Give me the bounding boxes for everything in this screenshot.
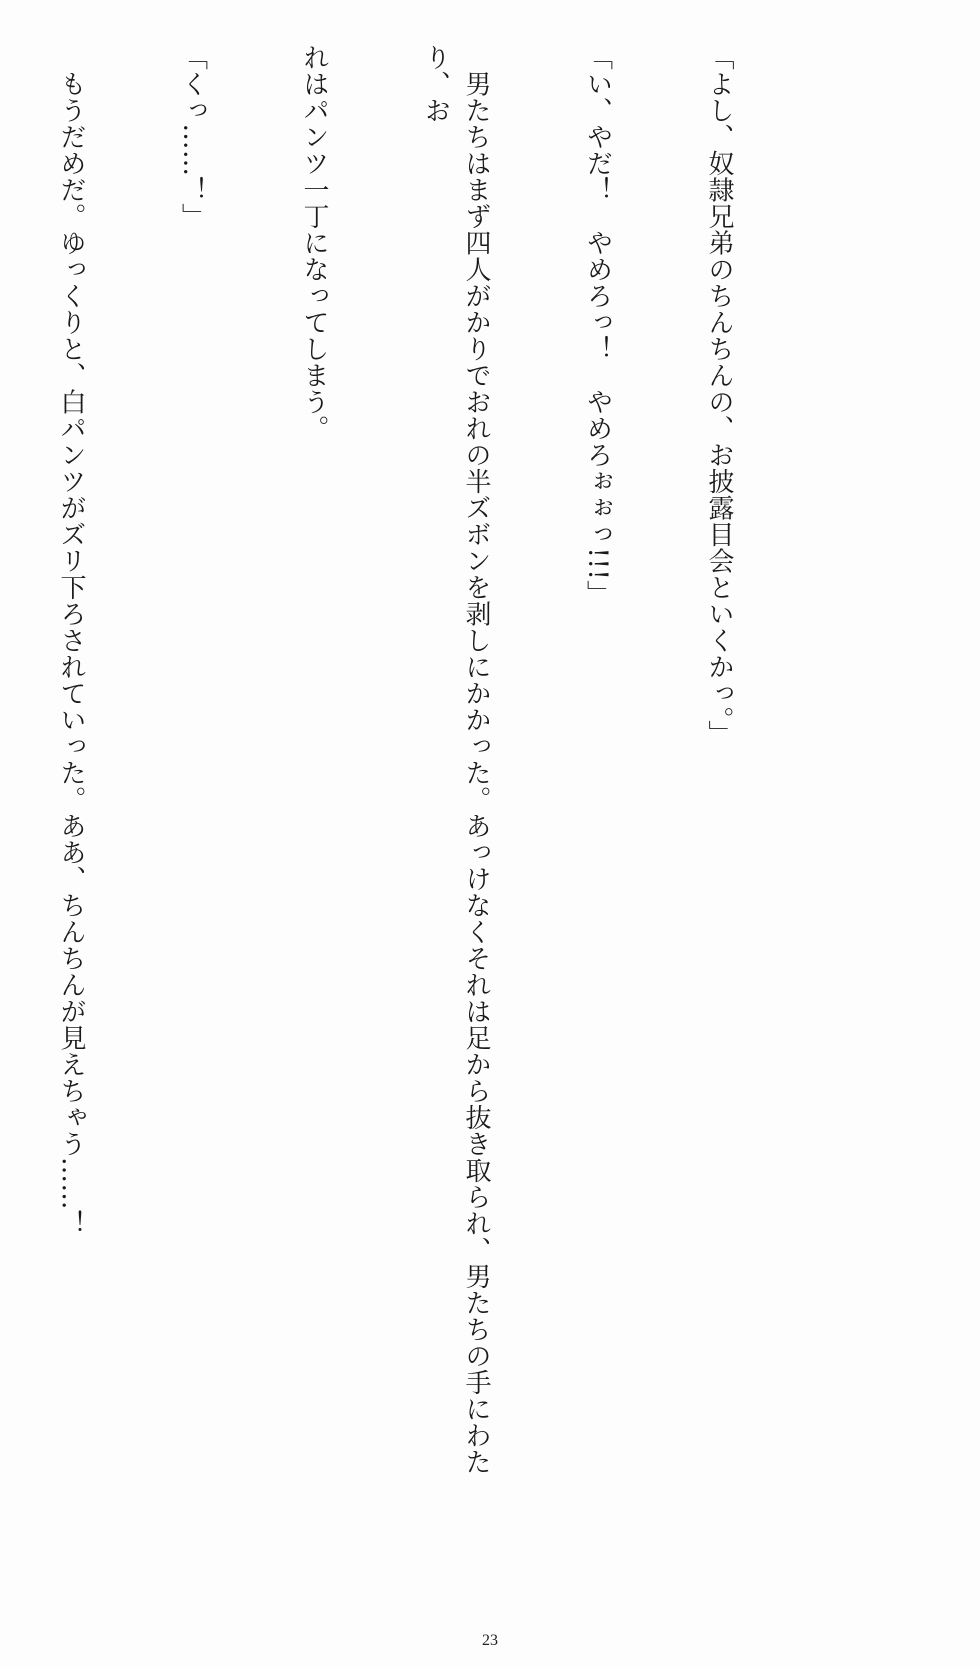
text-line-4: れはパンツ一丁になってしまう。 — [299, 44, 329, 442]
vertical-text-block — [0, 44, 820, 1514]
text-line-1: 「よし、奴隷兄弟のちんちんの、お披露目会といくかっ。」 — [704, 44, 734, 747]
page-number: 23 — [482, 1632, 498, 1649]
text-line-3: 男たちはまず四人がかりでおれの半ズボンを剥しにかかった。あっけなくそれは足から抜き取られ、男たちの手にわたり、お — [420, 44, 491, 1475]
text-line-5: 「くっ……！」 — [177, 44, 208, 230]
text-line-2: 「い、やだ！ やめろっ！ やめろぉぉっ!!!」 — [582, 44, 613, 607]
text-line-6: もうだめだ。ゆっくりと、白パンツがズリ下ろされていった。ああ、ちんちんが見えちゃう……！ — [56, 44, 86, 1237]
